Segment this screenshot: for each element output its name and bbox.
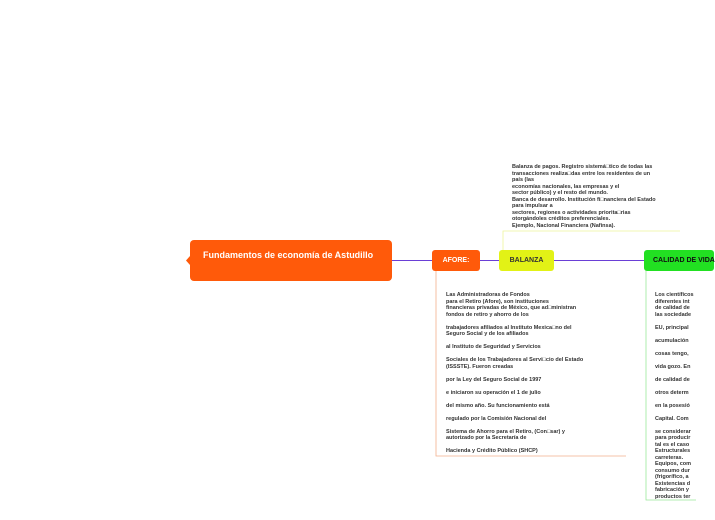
afore-topic-label: AFORE: [442,257,470,264]
note-line: de calidad de [655,376,690,383]
note-line: para producir [655,435,691,441]
note-line: financieras privadas de México, que ad□ministran [446,305,577,311]
note-line: economías nacionales, las empresas y el [512,183,620,190]
note-line: otorgándoles créditos preferenciales. [512,216,611,222]
note-line: regulado por la Comisión Nacional del [446,415,547,422]
note-line: para impulsar a [512,203,553,209]
note-line: cosas tengo, [655,350,689,357]
note-line: se considerar [655,428,691,435]
note-line: acumulación [655,337,689,344]
note-line: las sociedade [655,311,692,318]
note-line: Seguro Social y de los afiliados [446,331,529,337]
afore-note [446,292,583,455]
balanza-note [512,164,656,229]
note-line: fondos de retiro y ahorro de los [446,311,529,318]
note-line: sector público) y el resto del mundo. [512,190,608,196]
note-line: en la posesió [655,402,690,409]
note-line: Equipos, com [655,461,692,467]
balanza-topic-label: BALANZA [509,257,544,264]
note-line: Sociales de los Trabajadores al Servi□cio del Estado [446,357,584,363]
note-line: Sistema de Ahorro para el Retiro, (Con□sar) y [446,428,565,435]
note-line: vida gozo. En [655,363,691,370]
note-line: país (las [512,177,535,183]
calidad-topic[interactable] [644,250,714,271]
note-line: de calidad de [655,305,690,311]
balanza-topic[interactable] [499,250,554,271]
root-topic[interactable] [190,240,392,281]
balanza-note-bracket [503,231,680,250]
note-line: Hacienda y Crédito Público (SHCP) [446,448,538,454]
note-line: por la Ley del Seguro Social de 1997 [446,376,542,383]
afore-topic[interactable] [432,250,480,271]
note-line: EU, principal [655,324,689,331]
note-line: consumo dur [655,467,690,474]
note-line: Las Administradoras de Fondos [446,292,530,298]
calidad-topic-label: CALIDAD DE VIDA [653,257,715,264]
note-line: sectores, regiones o actividades priorita□rias [512,209,631,216]
note-line: Existencias d [655,480,691,487]
note-line: al Instituto de Seguridad y Servicios [446,344,541,350]
note-line: productos ter [655,493,691,500]
note-line: Los científicos [655,292,694,298]
note-line: Ejemplo, Nacional Financiera (Nafinsa). [512,222,615,229]
note-line: (frigorífico, a [655,474,689,480]
note-line: Estructurales [655,448,691,454]
note-line: otros determ [655,389,689,396]
note-line: transacciones realiza□das entre los residentes de un [512,170,651,177]
note-line: para el Retiro (Afore), son instituciones [446,298,549,305]
note-line: e iniciaron su operación el 1 de julio [446,389,541,396]
note-line: fabricación y [655,487,689,493]
note-line: autorizado por la Secretaría de [446,435,527,441]
note-line: Banca de desarrollo. Institución fi□nanciera del Estado [512,196,656,203]
note-line: (ISSSTE). Fueron creadas [446,363,514,370]
note-line: del mismo año. Su funcionamiento está [446,402,550,409]
root-topic-title: Fundamentos de economía de Astudillo [203,250,374,260]
note-line: Balanza de pagos. Registro sistemá□tico de todas las [512,164,653,170]
note-line: trabajadores afiliados al Instituto Mexica□no del [446,324,572,331]
note-line: carreteras. [655,454,684,461]
note-line: Capital. Com [655,415,689,422]
calidad-note [655,292,694,500]
note-line: tal es el caso [655,441,690,448]
note-line: diferentes int [655,298,690,305]
